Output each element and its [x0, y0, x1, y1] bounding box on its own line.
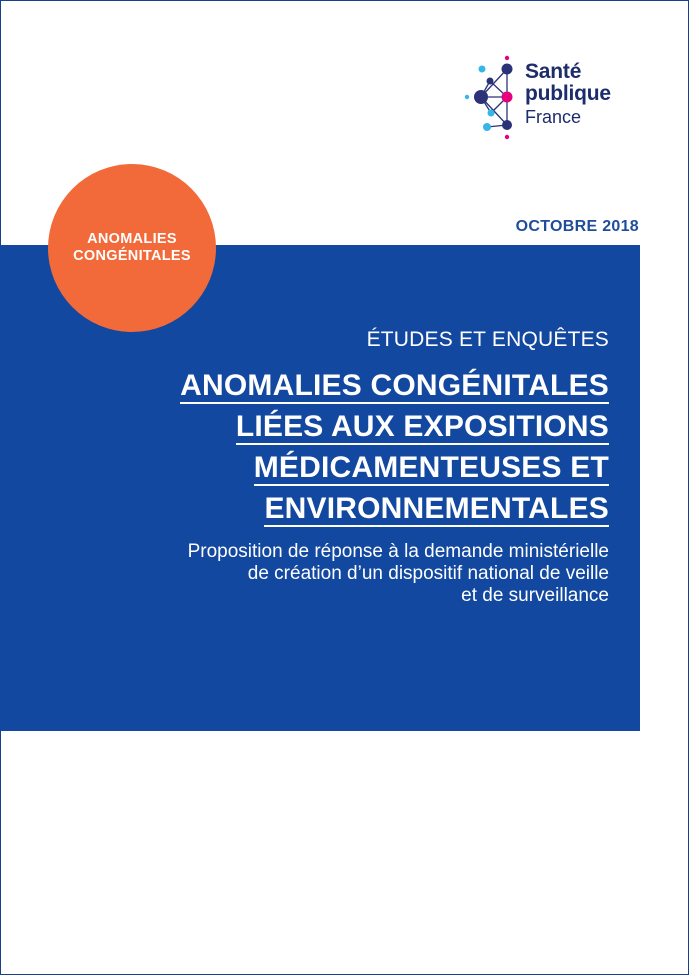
logo-line-france: France	[525, 107, 582, 127]
publication-date: OCTOBRE 2018	[515, 218, 639, 235]
title-line: ANOMALIES CONGÉNITALES	[180, 369, 609, 402]
title-line: ENVIRONNEMENTALES	[264, 492, 609, 525]
title-line: LIÉES AUX EXPOSITIONS	[235, 410, 609, 443]
logo-line-publique: publique	[525, 82, 611, 105]
logo-wordmark	[525, 61, 611, 129]
sante-publique-france-logo	[463, 55, 633, 145]
title-line: MÉDICAMENTEUSES ET	[253, 451, 609, 484]
document-title	[89, 365, 609, 529]
topic-badge-label: ANOMALIES CONGÉNITALES	[73, 231, 191, 264]
logo-line-sante: Santé	[525, 60, 582, 83]
molecule-logo-icon	[463, 55, 525, 145]
series-label: ÉTUDES ET ENQUÊTES	[366, 328, 609, 351]
subtitle-line: et de surveillance	[461, 585, 609, 606]
subtitle-line: de création d’un dispositif national de veille	[247, 563, 609, 584]
document-subtitle	[89, 541, 609, 607]
topic-badge	[48, 164, 216, 332]
subtitle-line: Proposition de réponse à la demande ministérielle	[187, 541, 609, 562]
